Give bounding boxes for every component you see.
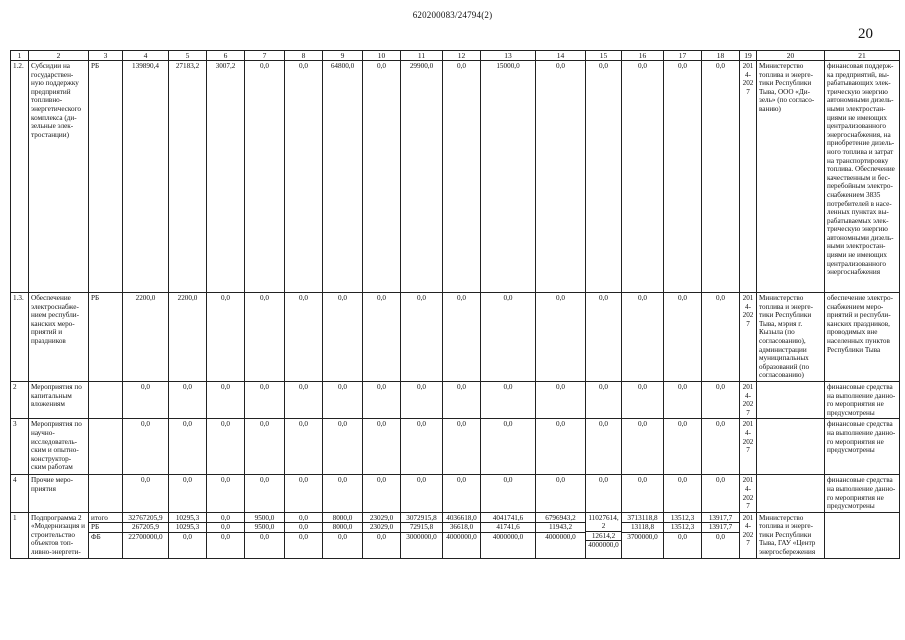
stacked-value: 9500,0	[254, 513, 275, 522]
stacked-value: 4041741,6	[492, 513, 524, 522]
years-cell: 2014-2027	[740, 61, 757, 293]
value-cell	[363, 512, 401, 558]
stacked-value: 13917,7	[702, 522, 739, 532]
value-cell: 0,0	[363, 293, 401, 382]
row-number-cell: 1.2.	[11, 61, 29, 293]
stacked-value: 3000000,0	[401, 532, 442, 542]
value-cell: 0,0	[702, 61, 740, 293]
column-number-cell: 15	[586, 51, 622, 61]
value-cell: 0,0	[586, 293, 622, 382]
stacked-value: 22700000,0	[123, 532, 168, 542]
value-cell: 0,0	[401, 419, 443, 475]
value-cell	[664, 512, 702, 558]
column-number-cell: 3	[89, 51, 123, 61]
column-number-cell: 20	[757, 51, 825, 61]
column-number-cell: 2	[29, 51, 89, 61]
value-cell: 0,0	[363, 419, 401, 475]
value-cell	[481, 512, 536, 558]
value-cell: 0,0	[536, 61, 586, 293]
document-number: 620200083/24794(2)	[412, 10, 493, 20]
value-cell: 0,0	[536, 475, 586, 512]
page-number: 20	[858, 26, 873, 42]
stacked-value: 0,0	[221, 513, 230, 522]
stacked-value: 36618,0	[443, 522, 480, 532]
value-cell: 64800,0	[323, 61, 363, 293]
funding-source-cell: РБ	[89, 293, 123, 382]
value-cell: 0,0	[586, 475, 622, 512]
measure-name-cell: Прочие меро-приятия	[29, 475, 89, 512]
value-cell: 0,0	[401, 381, 443, 418]
table-row-subprogram	[11, 512, 900, 558]
years-cell: 2014-2027	[740, 512, 757, 558]
column-number-cell: 5	[169, 51, 207, 61]
column-number-cell: 10	[363, 51, 401, 61]
stacked-value: 0,0	[323, 532, 362, 542]
years-cell: 2014-2027	[740, 293, 757, 382]
column-number-cell: 16	[622, 51, 664, 61]
funding-source-cell	[89, 475, 123, 512]
value-cell: 0,0	[401, 293, 443, 382]
row-number-cell: 3	[11, 419, 29, 475]
funding-source-cell: РБ	[89, 61, 123, 293]
value-cell: 0,0	[443, 475, 481, 512]
value-cell: 0,0	[207, 381, 245, 418]
value-cell	[586, 512, 622, 558]
stacked-value: 0,0	[285, 522, 322, 532]
value-cell: 0,0	[622, 61, 664, 293]
value-cell: 15000,0	[481, 61, 536, 293]
stacked-value: 4000000,0	[443, 532, 480, 542]
value-cell: 0,0	[481, 293, 536, 382]
result-cell	[825, 512, 900, 558]
stacked-value: 0,0	[664, 532, 701, 542]
value-cell	[285, 512, 323, 558]
value-cell: 0,0	[622, 475, 664, 512]
value-cell: 0,0	[323, 381, 363, 418]
stacked-value: 9500,0	[245, 522, 284, 532]
stacked-value: 3713118,8	[627, 513, 658, 522]
stacked-value: 11027614,2	[588, 513, 619, 531]
row-number-cell: 1	[11, 512, 29, 558]
value-cell	[169, 512, 207, 558]
value-cell: 139890,4	[123, 61, 169, 293]
value-cell: 0,0	[207, 419, 245, 475]
stacked-value: ФБ	[89, 532, 122, 542]
value-cell: 0,0	[207, 293, 245, 382]
result-cell: финансовые средства на выполнение данно-го мероприятия не предусмотрены	[825, 475, 900, 512]
value-cell: 0,0	[536, 381, 586, 418]
stacked-value: 4036618,0	[446, 513, 477, 522]
value-cell: 0,0	[285, 419, 323, 475]
value-cell: 0,0	[245, 475, 285, 512]
column-number-cell: 18	[702, 51, 740, 61]
value-cell: 0,0	[481, 381, 536, 418]
result-cell: обеспечение электро-снабжением меро-приятий и республи-канских праздников, проводимых вне населенных пунктов Республики Тыва	[825, 293, 900, 382]
value-cell: 0,0	[169, 475, 207, 512]
column-number-cell: 11	[401, 51, 443, 61]
stacked-value: 0,0	[207, 532, 244, 542]
value-cell: 0,0	[702, 293, 740, 382]
value-cell	[443, 512, 481, 558]
stacked-value: итого	[91, 513, 108, 522]
years-cell: 2014-2027	[740, 475, 757, 512]
funding-source-cell	[89, 512, 123, 558]
value-cell: 0,0	[586, 419, 622, 475]
column-number-cell: 12	[443, 51, 481, 61]
stacked-value: 0,0	[299, 513, 308, 522]
stacked-value: 13512,3	[670, 513, 695, 522]
value-cell: 0,0	[363, 475, 401, 512]
table-body	[11, 51, 900, 559]
stacked-value: 0,0	[169, 532, 206, 542]
value-cell: 0,0	[169, 381, 207, 418]
table-row	[11, 475, 900, 512]
result-cell: финансовые средства на выполнение данно-го мероприятия не предусмотрены	[825, 419, 900, 475]
value-cell: 2200,0	[123, 293, 169, 382]
value-cell: 0,0	[123, 475, 169, 512]
value-cell: 0,0	[245, 381, 285, 418]
stacked-value: 32767205,9	[128, 513, 163, 522]
value-cell: 2200,0	[169, 293, 207, 382]
stacked-value: 4000000,0	[481, 532, 535, 542]
value-cell: 0,0	[622, 419, 664, 475]
executor-cell: Министерство топлива и энерге-тики Республики Тыва, мэрия г. Кызыла (по согласованию), администрации муниципальных образований (по согласованию)	[757, 293, 825, 382]
value-cell: 0,0	[536, 293, 586, 382]
stacked-value: 13512,3	[664, 522, 701, 532]
value-cell: 0,0	[664, 381, 702, 418]
value-cell: 0,0	[664, 475, 702, 512]
row-number-cell: 2	[11, 381, 29, 418]
program-table	[10, 50, 900, 559]
column-number-cell: 17	[664, 51, 702, 61]
stacked-value: 0,0	[245, 532, 284, 542]
table-row	[11, 381, 900, 418]
executor-cell	[757, 419, 825, 475]
value-cell: 0,0	[323, 293, 363, 382]
value-cell: 0,0	[586, 381, 622, 418]
value-cell: 0,0	[285, 475, 323, 512]
executor-cell: Министерство топлива и энерге-тики Республики Тыва, ГАУ «Центр энергосбережения	[757, 512, 825, 558]
funding-source-cell	[89, 381, 123, 418]
column-number-cell: 21	[825, 51, 900, 61]
value-cell: 0,0	[285, 61, 323, 293]
value-cell: 0,0	[443, 419, 481, 475]
executor-cell: Министерство топлива и энерге-тики Республики Тыва, ООО «Ди-зель» (по согласо-ванию)	[757, 61, 825, 293]
value-cell: 0,0	[169, 419, 207, 475]
column-number-cell: 14	[536, 51, 586, 61]
value-cell: 0,0	[536, 419, 586, 475]
stacked-value: 0,0	[363, 532, 400, 542]
value-cell: 0,0	[363, 381, 401, 418]
stacked-value: 10295,3	[175, 513, 200, 522]
column-number-cell: 6	[207, 51, 245, 61]
value-cell: 0,0	[443, 381, 481, 418]
measure-name-cell: Субсидии на государствен-ную поддержку предприятий топливно-энергетического комплекса (ди-зельные элек-тростанции)	[29, 61, 89, 293]
measure-name-cell: Обеспечение электроснабже-нием республи-канских меро-приятий и праздников	[29, 293, 89, 382]
table-row	[11, 419, 900, 475]
value-cell	[245, 512, 285, 558]
stacked-value: 12614,2	[586, 531, 621, 541]
column-number-cell: 8	[285, 51, 323, 61]
stacked-value: 13118,8	[622, 522, 663, 532]
value-cell	[401, 512, 443, 558]
table-row	[11, 293, 900, 382]
measure-name-cell: Мероприятия по научно-исследователь-ским и опытно-конструктор-ским работам	[29, 419, 89, 475]
stacked-value: 23029,0	[363, 522, 400, 532]
value-cell: 0,0	[443, 61, 481, 293]
stacked-value: 13917,7	[708, 513, 733, 522]
value-cell: 0,0	[285, 381, 323, 418]
stacked-value: 41741,6	[481, 522, 535, 532]
column-number-cell: 19	[740, 51, 757, 61]
stacked-value: 4000000,0	[536, 532, 585, 542]
value-cell	[323, 512, 363, 558]
value-cell	[536, 512, 586, 558]
result-cell: финансовая поддерж-ка предприятий, вы-рабатывающих элек-трическую энергию автономными дизель-ными электростан-циями не имеющих централизованного энергоснабжения, на приобретение дизель-ного топлива и затрат на транспортировку топлива. Обеспечение качественным и бес-перебойным электро-снабжением 3835 потребителей в насе-ленных пунктах вы-рабатываемых элек-трическую энергию автономными дизель-ными электростан-циями не имеющих централизованного энергоснабжения	[825, 61, 900, 293]
value-cell: 0,0	[664, 419, 702, 475]
column-number-cell: 4	[123, 51, 169, 61]
stacked-value: 72915,8	[401, 522, 442, 532]
stacked-value: РБ	[89, 522, 122, 532]
value-cell: 0,0	[285, 293, 323, 382]
value-cell: 0,0	[245, 419, 285, 475]
stacked-value: 0,0	[207, 522, 244, 532]
stacked-value: 4000000,0	[586, 540, 621, 550]
stacked-value: 3072915,8	[406, 513, 437, 522]
column-number-row	[11, 51, 900, 61]
stacked-value: 23029,0	[369, 513, 394, 522]
value-cell: 0,0	[702, 381, 740, 418]
funding-source-cell	[89, 419, 123, 475]
stacked-value: 0,0	[285, 532, 322, 542]
value-cell	[123, 512, 169, 558]
years-cell: 2014-2027	[740, 381, 757, 418]
value-cell: 0,0	[123, 419, 169, 475]
value-cell: 0,0	[481, 475, 536, 512]
value-cell: 0,0	[586, 61, 622, 293]
column-number-cell: 1	[11, 51, 29, 61]
value-cell: 0,0	[363, 61, 401, 293]
value-cell: 29900,0	[401, 61, 443, 293]
stacked-value: 11943,2	[536, 522, 585, 532]
value-cell: 0,0	[323, 475, 363, 512]
stacked-value: 6796943,2	[545, 513, 576, 522]
row-number-cell: 1.3.	[11, 293, 29, 382]
measure-name-cell: Подпрограмма 2 «Модернизация и строительство объектов топ-ливно-энергети-	[29, 512, 89, 558]
stacked-value: 8000,0	[323, 522, 362, 532]
value-cell: 3007,2	[207, 61, 245, 293]
value-cell: 0,0	[401, 475, 443, 512]
measure-name-cell: Мероприятия по капитальным вложениям	[29, 381, 89, 418]
value-cell	[702, 512, 740, 558]
value-cell: 0,0	[664, 293, 702, 382]
value-cell: 0,0	[622, 293, 664, 382]
table-row	[11, 61, 900, 293]
stacked-value: 267205,9	[123, 522, 168, 532]
executor-cell	[757, 475, 825, 512]
executor-cell	[757, 381, 825, 418]
value-cell: 0,0	[664, 61, 702, 293]
value-cell: 0,0	[323, 419, 363, 475]
value-cell: 0,0	[245, 293, 285, 382]
stacked-value: 0,0	[702, 532, 739, 542]
value-cell: 27183,2	[169, 61, 207, 293]
value-cell	[207, 512, 245, 558]
column-number-cell: 13	[481, 51, 536, 61]
column-number-cell: 9	[323, 51, 363, 61]
value-cell: 0,0	[207, 475, 245, 512]
value-cell: 0,0	[702, 475, 740, 512]
value-cell: 0,0	[123, 381, 169, 418]
value-cell: 0,0	[622, 381, 664, 418]
value-cell	[622, 512, 664, 558]
years-cell: 2014-2027	[740, 419, 757, 475]
value-cell: 0,0	[481, 419, 536, 475]
row-number-cell: 4	[11, 475, 29, 512]
value-cell: 0,0	[443, 293, 481, 382]
stacked-value: 8000,0	[332, 513, 353, 522]
column-number-cell: 7	[245, 51, 285, 61]
result-cell: финансовые средства на выполнение данно-го мероприятия не предусмотрены	[825, 381, 900, 418]
stacked-value: 10295,3	[169, 522, 206, 532]
value-cell: 0,0	[245, 61, 285, 293]
stacked-value: 3700000,0	[622, 532, 663, 542]
value-cell: 0,0	[702, 419, 740, 475]
